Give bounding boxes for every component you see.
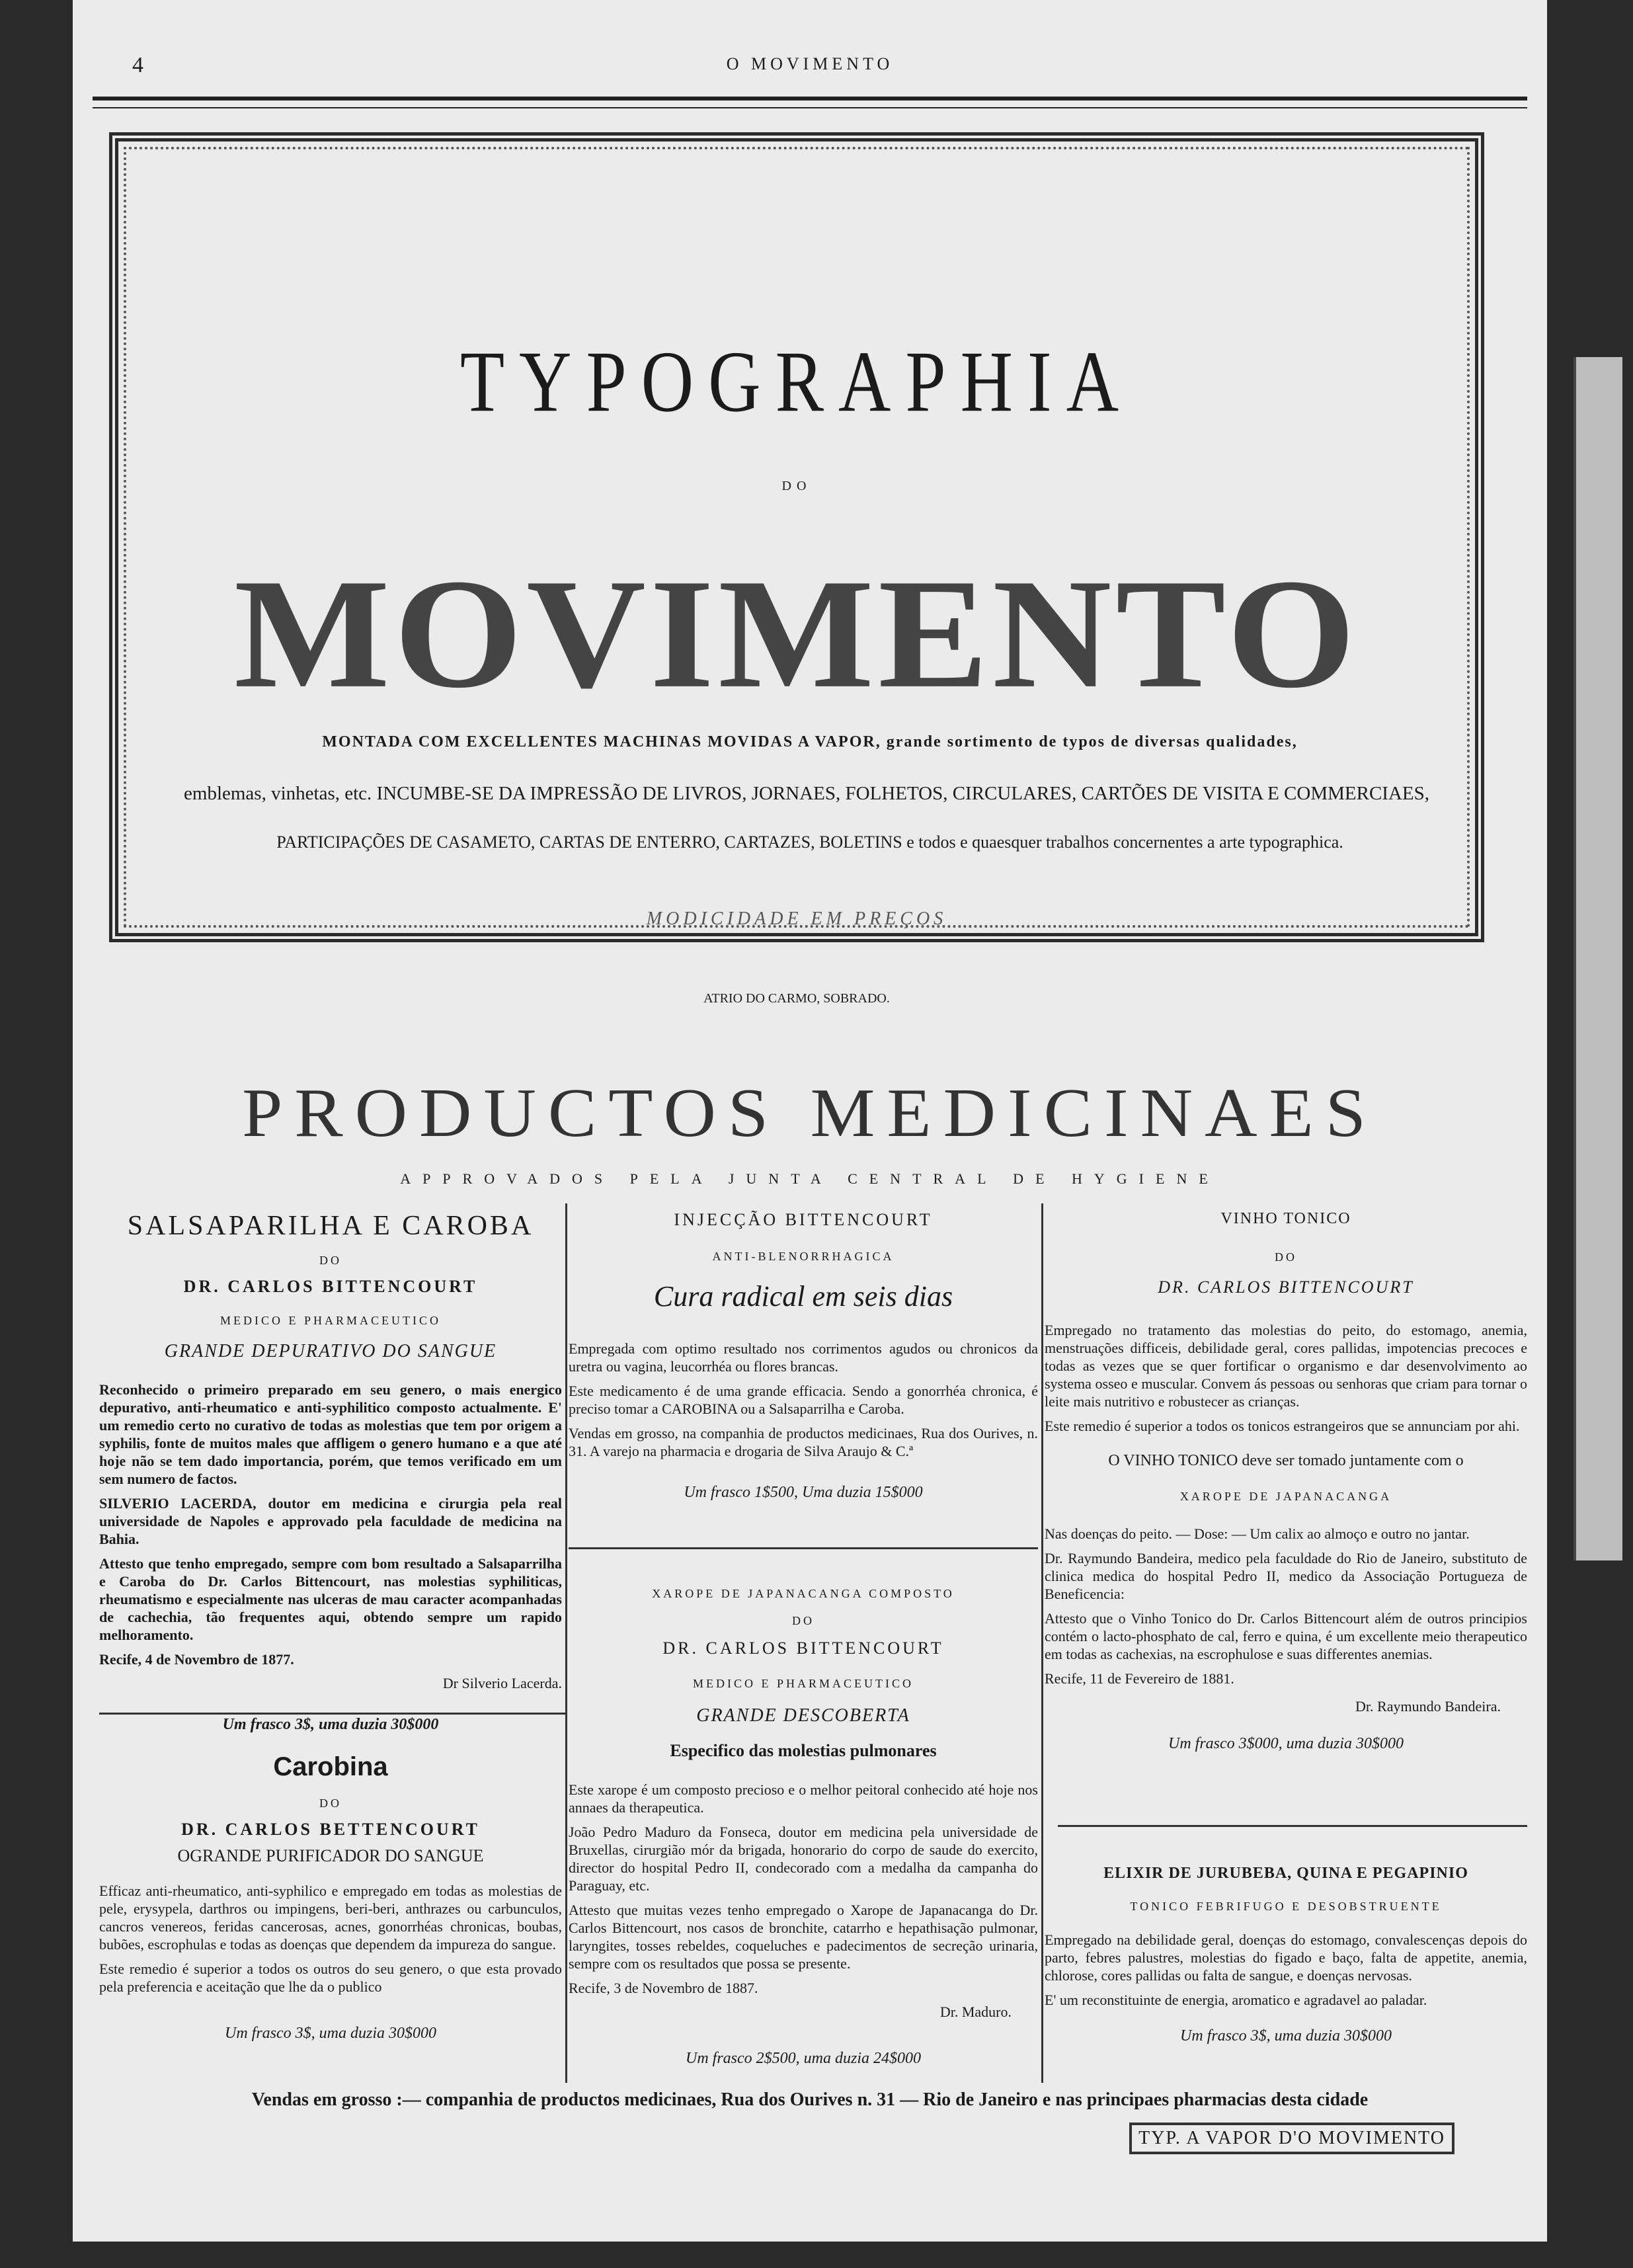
xarope-signature: Dr. Maduro. xyxy=(939,2004,1012,2020)
products-title: PRODUCTOS MEDICINAES xyxy=(242,1074,1378,1151)
vinho-paragraph-2: Dr. Raymundo Bandeira, medico pela faculdade do Rio de Janeiro, substituto de clinica medica do hospital Pedro II, medico da Associação Portugueza de Beneficencia: xyxy=(1045,1550,1527,1602)
typographia-ad-frame xyxy=(109,132,1484,1006)
salsaparilha-paragraph: Reconhecido o primeiro preparado em seu genero, o mais energico depurativo, anti-rheumatico e anti-syphilitico composto actualmente. E' um remedio certo no curativo de todas as molestias que tem por origem a syphilis, fonte de muitos males que affligem o genero humano e a que até hoje não se tem dado importancia, porém, que temos verificado em um sem numero de factos. xyxy=(99,1381,562,1487)
xarope-paragraph: Este xarope é um composto precioso e o melhor peitoral conhecido até hoje nos annaes da therapeutica. xyxy=(569,1781,1038,1816)
page-edge-strip xyxy=(1573,357,1622,1560)
carobina-paragraph: Efficaz anti-rheumatico, anti-syphilico e empregado em todas as molestias de pele, erysypela, darthros ou impingens, beri-beri, anthrazes ou carbunculos, cancros venereos, feridas cancerosas, acnes, gonorrhéas chronicas, boubas, bubões, escrophulas e todas as doenças que dependem da impureza do sangue. xyxy=(99,1883,562,1953)
injeccao-title: INJECÇÃO BITTENCOURT xyxy=(674,1210,933,1229)
xarope-paragraph: Attesto que muitas vezes tenho empregado o Xarope de Japanacanga do Dr. Carlos Bittencourt, nos casos de bronchite, catarrho e hepathisação pulmonar, laryngites, tosses rebeldes, coqueluches e padecimentos de secreção urinaria, sempre com os resultados que possa se presente. xyxy=(569,1902,1038,1972)
salsaparilha-price: Um frasco 3$, uma duzia 30$000 xyxy=(222,1716,439,1733)
salsaparilha-paragraph: Attesto que tenho empregado, sempre com bom resultado a Salsaparrilha e Caroba do Dr. Carlos Bittencourt, nas molestias syphiliticas, rheumatismo e especialmente nas ulceras de mau caracter acompanhadas de cachechia, tão frequentes aqui, obtendo sempre um rapido melhoramento. xyxy=(99,1555,562,1643)
typographia-modicidade: MODICIDADE EM PREÇOS xyxy=(646,909,947,929)
elixir-price: Um frasco 3$, uma duzia 30$000 xyxy=(1179,2027,1392,2045)
typographia-do: DO xyxy=(781,479,812,493)
page-number: 4 xyxy=(132,53,143,77)
xarope-subtitle: GRANDE DESCOBERTA xyxy=(696,1705,910,1726)
vinho-paragraph-2: Recife, 11 de Fevereiro de 1881. xyxy=(1045,1670,1234,1687)
carobina-doctor: DR. CARLOS BETTENCOURT xyxy=(181,1820,480,1839)
typographia-line-2: emblemas, vinhetas, etc. INCUMBE-SE DA IMPRESSÃO DE LIVROS, JORNAES, FOLHETOS, CIRCULARES, CARTÕES DE VISITA E COMMERCIAES, xyxy=(184,783,1429,804)
top-rule xyxy=(93,97,1527,108)
elixir-subtitle: TONICO FEBRIFUGO E DESOBSTRUENTE xyxy=(1130,1900,1442,1913)
vinho-title: VINHO TONICO xyxy=(1220,1210,1351,1227)
running-head: O MOVIMENTO xyxy=(726,54,894,73)
column-1-divider xyxy=(99,1713,565,1715)
vinho-paragraph: Este remedio é superior a todos os tonicos estrangeiros que se annunciam por ahi. xyxy=(1045,1418,1520,1434)
salsaparilha-do: DO xyxy=(319,1254,342,1267)
carobina-do: DO xyxy=(319,1797,342,1810)
salsaparilha-doctor: DR. CARLOS BITTENCOURT xyxy=(183,1277,478,1296)
injeccao-subtitle: ANTI-BLENORRHAGICA xyxy=(712,1250,895,1263)
typographia-name: MOVIMENTO xyxy=(233,546,1360,721)
column-3-divider xyxy=(1058,1825,1527,1827)
vinho-paragraph-2: Nas doenças do peito. — Dose: — Um calix ao almoço e outro no jantar. xyxy=(1045,1525,1470,1542)
carobina-title: Carobina xyxy=(273,1752,388,1781)
typographia-line-3: PARTICIPAÇÕES DE CASAMETO, CARTAS DE ENTERRO, CARTAZES, BOLETINS e todos e quaesquer trabalhos concernentes a arte typographica. xyxy=(276,832,1343,852)
typographia-address: ATRIO DO CARMO, SOBRADO. xyxy=(703,991,890,1006)
products-subtitle: APPROVADOS PELA JUNTA CENTRAL DE HYGIENE xyxy=(400,1170,1220,1187)
salsaparilha-signature: Dr Silverio Lacerda. xyxy=(442,1675,562,1691)
vinho-note-2: XAROPE DE JAPANACANGA xyxy=(1179,1490,1392,1503)
carobina-subtitle: OGRANDE PURIFICADOR DO SANGUE xyxy=(177,1846,484,1865)
elixir-title: ELIXIR DE JURUBEBA, QUINA E PEGAPINIO xyxy=(1103,1865,1468,1882)
typographia-line-1: MONTADA COM EXCELLENTES MACHINAS MOVIDAS A VAPOR, grande sortimento de typos de diversas qualidades, xyxy=(322,733,1298,750)
vinho-price: Um frasco 3$000, uma duzia 30$000 xyxy=(1168,1735,1404,1752)
xarope-doctor: DR. CARLOS BITTENCOURT xyxy=(662,1639,944,1658)
vinho-paragraph-2: Attesto que o Vinho Tonico do Dr. Carlos Bittencourt além de outros principios contém o lacto-phosphato de cal, ferro e quina, é um excellente meio therapeutico em todas as cachexias, na escrophulose e suas differentes anemias. xyxy=(1045,1610,1527,1662)
carobina-paragraph: Este remedio é superior a todos os outros do seu genero, o que esta provado pela preferencia e aceitação que lhe da o publico xyxy=(99,1961,562,1995)
carobina-price: Um frasco 3$, uma duzia 30$000 xyxy=(224,2025,436,2042)
elixir-paragraph: Empregado na debilidade geral, doenças do estomago, convalescenças depois do parto, febres palustres, molestias do figado e baço, falta de appetite, anemia, chlorose, cores pallidas ou falta de sangue, e doenças nervosas. xyxy=(1045,1931,1527,1984)
column-2-divider xyxy=(569,1547,1038,1549)
injeccao-price: Um frasco 1$500, Uma duzia 15$000 xyxy=(684,1484,923,1501)
column-rule-1 xyxy=(565,1203,567,2083)
salsaparilha-subtitle: GRANDE DEPURATIVO DO SANGUE xyxy=(164,1341,497,1361)
salsaparilha-paragraph: Recife, 4 de Novembro de 1877. xyxy=(99,1651,294,1668)
vinho-doctor: DR. CARLOS BITTENCOURT xyxy=(1158,1277,1414,1297)
injeccao-paragraph: Este medicamento é de uma grande efficacia. Sendo a gonorrhéa chronica, é preciso tomar a CAROBINA ou a Salsaparrilha e Caroba. xyxy=(569,1383,1038,1417)
xarope-paragraph: João Pedro Maduro da Fonseca, doutor em medicina pela universidade de Bruxellas, cirurgião mór da brigada, honorario do corpo de saude do exercito, director do hospital Pedro II, condecorado com a medalha da campanha do Paraguay, etc. xyxy=(569,1824,1038,1894)
vinho-do: DO xyxy=(1275,1250,1297,1264)
injeccao-paragraph: Empregada com optimo resultado nos corrimentos agudos ou chronicos da uretra ou vagina, leucorrhéa ou flores brancas. xyxy=(569,1340,1038,1375)
salsaparilha-title: SALSAPARILHA E CAROBA xyxy=(127,1211,534,1241)
newspaper-page xyxy=(73,0,1547,2242)
xarope-role: MEDICO E PHARMACEUTICO xyxy=(692,1677,914,1690)
vinho-note: O VINHO TONICO deve ser tomado juntamente com o xyxy=(1108,1452,1464,1469)
salsaparilha-role: MEDICO E PHARMACEUTICO xyxy=(219,1314,441,1327)
xarope-title: XAROPE DE JAPANACANGA COMPOSTO xyxy=(652,1587,955,1600)
injeccao-paragraph: Vendas em grosso, na companhia de productos medicinaes, Rua dos Ourives, n. 31. A varejo na pharmacia e drogaria de Silva Araujo & C.ª xyxy=(569,1425,1038,1459)
xarope-specific: Especifico das molestias pulmonares xyxy=(670,1741,937,1760)
elixir-paragraph: E' um reconstituinte de energia, aromatico e agradavel ao paladar. xyxy=(1045,1992,1427,2008)
vinho-signature: Dr. Raymundo Bandeira. xyxy=(1355,1698,1501,1715)
typographia-title: TYPOGRAPHIA xyxy=(459,333,1134,430)
salsaparilha-paragraph: SILVERIO LACERDA, doutor em medicina e cirurgia pela real universidade de Napoles e approvado pela faculdade de medicina na Bahia. xyxy=(99,1495,562,1547)
xarope-price: Um frasco 2$500, uma duzia 24$000 xyxy=(685,2050,921,2067)
xarope-paragraph: Recife, 3 de Novembro de 1887. xyxy=(569,1980,758,1996)
injeccao-script: Cura radical em seis dias xyxy=(653,1280,953,1313)
footer-imprint: TYP. A VAPOR D'O MOVIMENTO xyxy=(1129,2123,1454,2154)
column-rule-2 xyxy=(1041,1203,1043,2083)
vinho-paragraph: Empregado no tratamento das molestias do peito, do estomago, anemia, menstruações difficeis, debilidade geral, cores pallidas, impotencias precoces e todas as vezes que se quer fortificar o organismo e dar desenvolvimento ao systema osseo e muscular. Convem ás pessoas ou senhoras que criam para tornar o leite mais nutritivo e robustecer as crianças. xyxy=(1045,1322,1527,1410)
footer-sales-line: Vendas em grosso :— companhia de productos medicinaes, Rua dos Ourives n. 31 — Rio de Janeiro e nas principaes pharmacias desta cidade xyxy=(251,2089,1369,2110)
xarope-do: DO xyxy=(792,1614,815,1627)
